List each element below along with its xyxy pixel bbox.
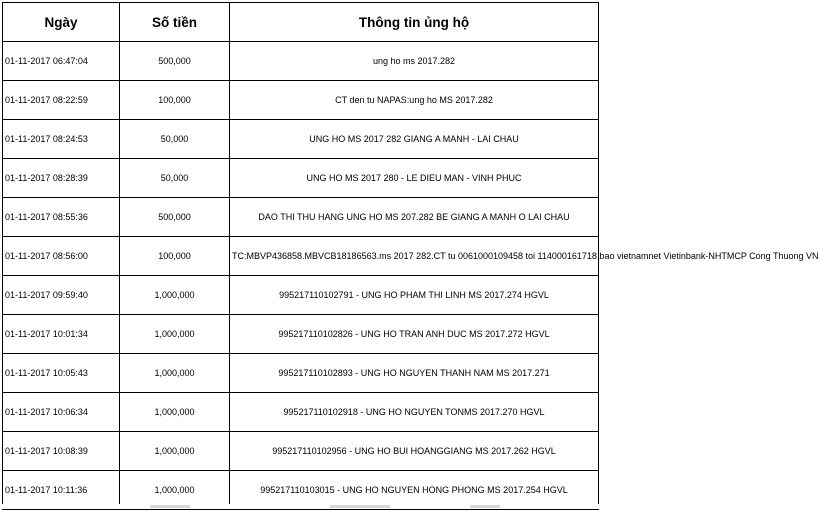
table-row [3, 81, 599, 120]
table-row [3, 393, 599, 432]
cell-date: 01-11-2017 10:08:39 [3, 432, 120, 471]
table-row [3, 198, 599, 237]
cell-info: 995217110102826 - UNG HO TRAN ANH DUC MS 2017.272 HGVL [230, 315, 599, 354]
cell-info: 995217110102918 - UNG HO NGUYEN TONMS 2017.270 HGVL [230, 393, 599, 432]
table-row [3, 315, 599, 354]
table-row [3, 42, 599, 81]
cell-info: 995217110102791 - UNG HO PHAM THI LINH MS 2017.274 HGVL [230, 276, 599, 315]
cell-date: 01-11-2017 09:59:40 [3, 276, 120, 315]
cropped-text-fragment [150, 505, 190, 508]
cell-amount: 1,000,000 [120, 315, 230, 354]
cell-date: 01-11-2017 10:05:43 [3, 354, 120, 393]
cell-info: 995217110102893 - UNG HO NGUYEN THANH NAM MS 2017.271 [230, 354, 599, 393]
cell-date: 01-11-2017 08:28:39 [3, 159, 120, 198]
table-row [3, 276, 599, 315]
cell-date: 01-11-2017 10:01:34 [3, 315, 120, 354]
header-date: Ngày [3, 3, 120, 42]
cell-info: ung ho ms 2017.282 [230, 42, 599, 81]
cell-amount: 1,000,000 [120, 432, 230, 471]
table-header [3, 3, 599, 42]
cell-date: 01-11-2017 08:22:59 [3, 81, 120, 120]
cell-amount: 1,000,000 [120, 471, 230, 510]
table-row [3, 120, 599, 159]
table-body [3, 42, 819, 510]
cell-info: 995217110102956 - UNG HO BUI HOANGGIANG MS 2017.262 HGVL [230, 432, 599, 471]
cropped-next-row [0, 504, 600, 509]
cell-date: 01-11-2017 08:56:00 [3, 237, 120, 276]
cell-amount: 500,000 [120, 42, 230, 81]
cell-amount: 1,000,000 [120, 276, 230, 315]
header-row [3, 3, 599, 42]
cell-amount: 100,000 [120, 237, 230, 276]
cell-amount: 500,000 [120, 198, 230, 237]
cell-date: 01-11-2017 10:11:36 [3, 471, 120, 510]
cell-info: UNG HO MS 2017 282 GIANG A MANH - LAI CHAU [230, 120, 599, 159]
cell-amount: 1,000,000 [120, 393, 230, 432]
cell-amount: 50,000 [120, 159, 230, 198]
cell-info: TC:MBVP436858.MBVCB18186563.ms 2017 282.CT tu 0061000109458 toi 114000161718 bao vietnamnet Vietinbank-NHTMCP Cong Thuong VN [230, 237, 599, 276]
cell-amount: 50,000 [120, 120, 230, 159]
table-row [3, 432, 599, 471]
cell-date: 01-11-2017 06:47:04 [3, 42, 120, 81]
donation-table [2, 2, 819, 510]
cell-info: CT den tu NAPAS:ung ho MS 2017.282 [230, 81, 599, 120]
cell-info: 995217110103015 - UNG HO NGUYEN HONG PHONG MS 2017.254 HGVL [230, 471, 599, 510]
cell-amount: 100,000 [120, 81, 230, 120]
cell-date: 01-11-2017 10:06:34 [3, 393, 120, 432]
cell-info: DAO THI THU HANG UNG HO MS 207.282 BE GIANG A MANH O LAI CHAU [230, 198, 599, 237]
table-row [3, 354, 599, 393]
header-amount: Số tiền [120, 3, 230, 42]
header-info: Thông tin ủng hộ [230, 3, 599, 42]
cell-date: 01-11-2017 08:55:36 [3, 198, 120, 237]
cell-info: UNG HO MS 2017 280 - LE DIEU MAN - VINH PHUC [230, 159, 599, 198]
cell-amount: 1,000,000 [120, 354, 230, 393]
cell-date: 01-11-2017 08:24:53 [3, 120, 120, 159]
cropped-text-fragment [470, 505, 500, 508]
table-row [3, 159, 599, 198]
table-row [3, 237, 599, 276]
cropped-text-fragment [330, 505, 390, 508]
